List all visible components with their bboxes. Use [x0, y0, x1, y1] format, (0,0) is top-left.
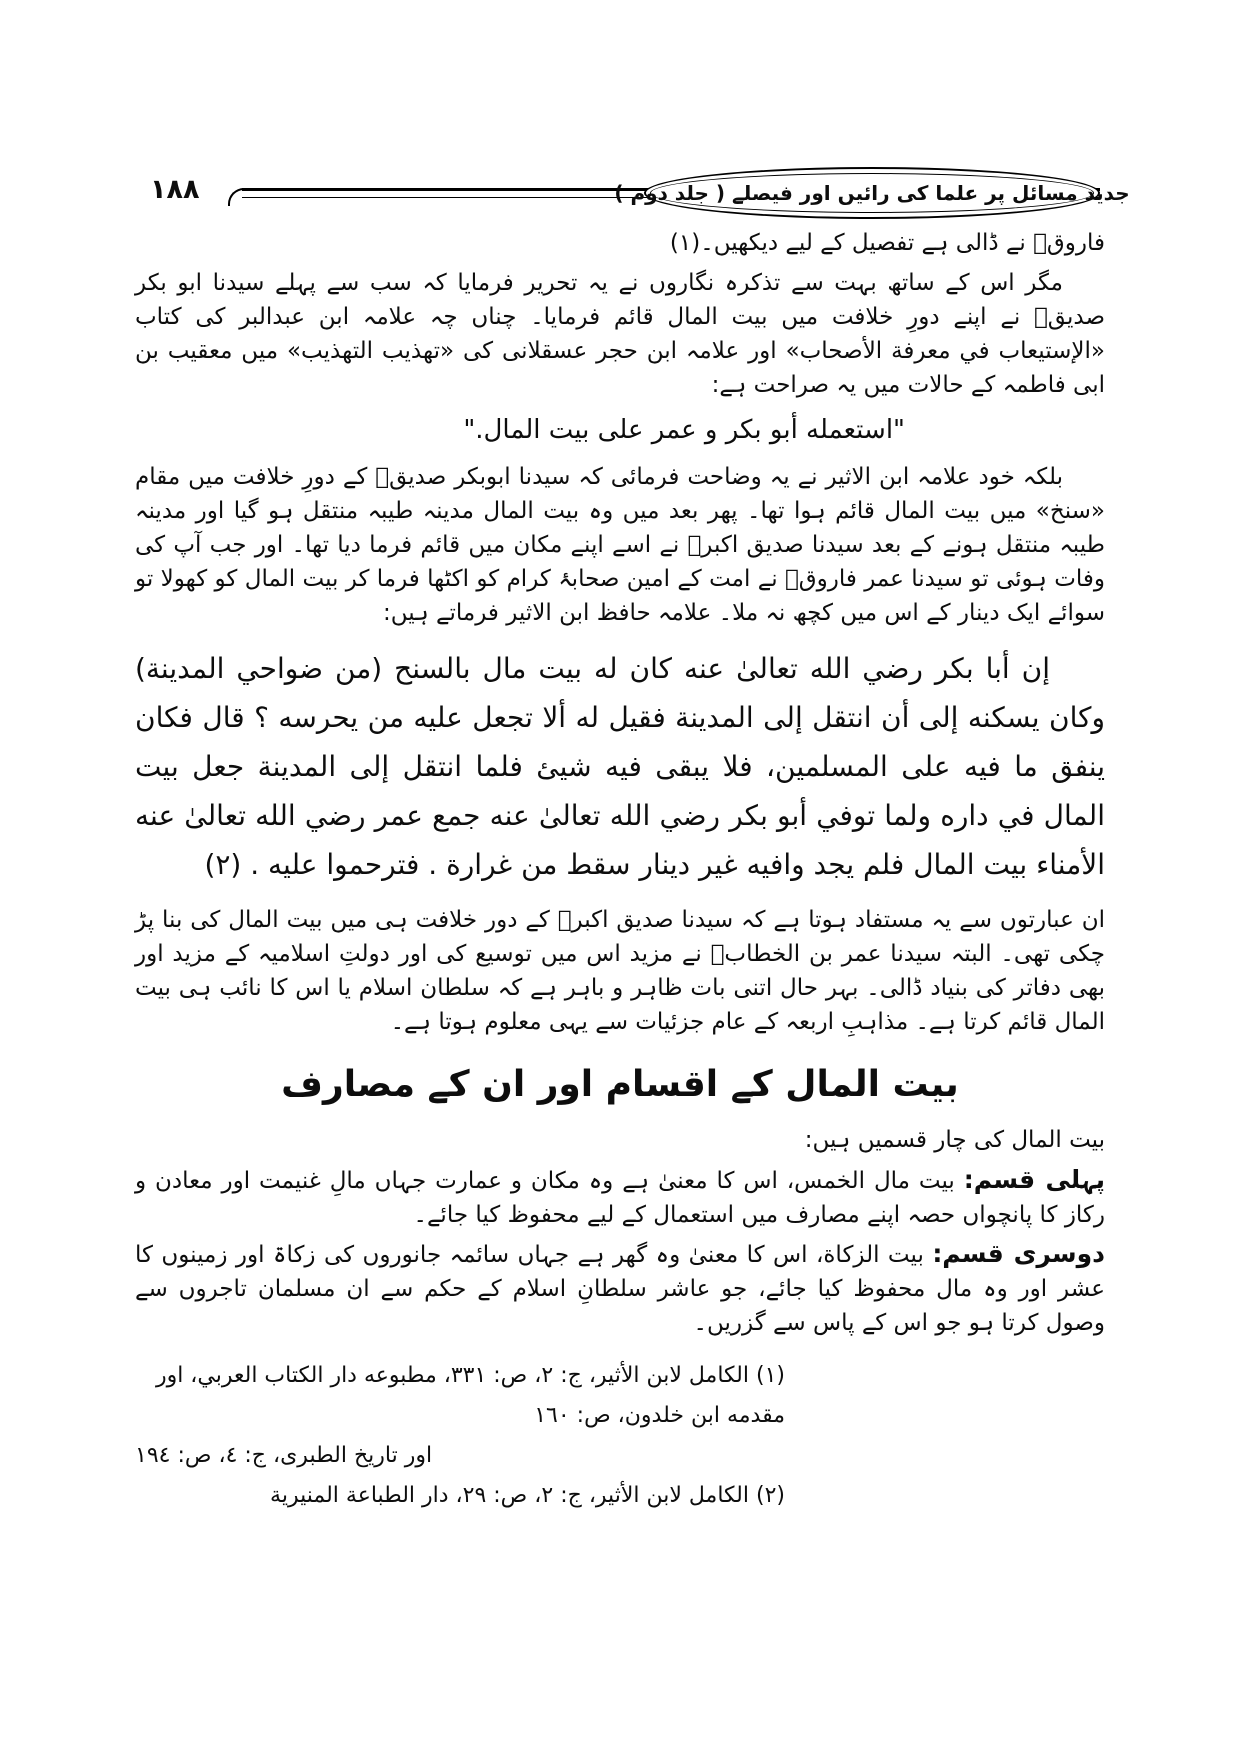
footnote-1: (۱) الكامل لابن الأثير، ج: ٢، ص: ٣٣١، مطبوعه دار الكتاب العربي، اور مقدمه ابن خلدون، ص: ١٦٠ — [155, 1363, 785, 1428]
footnote-2: (۲) الكامل لابن الأثير، ج: ٢، ص: ٢٩، دار الطباعة المنيرية — [270, 1483, 785, 1508]
paragraph: مگر اس کے ساتھ بہت سے تذکرہ نگاروں نے یہ تحریر فرمایا کہ سب سے پہلے سیدنا ابو بکر صدیقؓ نے اپنے دورِ خلافت میں بیت المال قائم فرمایا۔ چناں چہ علامہ ابن عبدالبر کی کتاب «الإستيعاب في معرفة الأصحاب» اور علامہ ابن حجر عسقلانی کی «تهذيب التهذيب» میں معقیب بن ابی فاطمہ کے حالات میں یہ صراحت ہے: — [135, 270, 1105, 398]
arabic-quote: "استعمله أبو بكر و عمر على بيت المال." — [463, 415, 905, 445]
header-title-cartouche — [614, 167, 1130, 219]
arabic-citation-block: إن أبا بكر رضي الله تعالىٰ عنه كان له بيت مال بالسنح (من ضواحي المدينة) وكان يسكنه إلى أن انتقل إلى المدينة فقيل له ألا تجعل عليه من يحرسه ؟ قال فكان ينفق ما فيه على المسلمين، فلا يبقى فيه شيئ فلما انتقل إلى المدينة جعل بيت المال في داره ولما توفي أبو بكر رضي الله تعالىٰ عنه جمع عمر رضي الله تعالىٰ عنه الأمناء بيت المال فلم يجد وافيه غير دينار سقط من غرارة . فترحموا عليه . (۲) — [135, 652, 1105, 881]
intro-line: بیت المال کی چار قسمیں ہیں: — [804, 1127, 1105, 1153]
footnotes — [135, 1356, 785, 1516]
page-body — [135, 226, 1105, 1516]
type-paragraph-first — [135, 1163, 1105, 1232]
type-text-second: بیت الزكاة، اس کا معنیٰ وہ گھر ہے جہاں سائمہ جانوروں کی زکاۃ اور زمینوں کا عشر اور وہ مال محفوظ کیا جائے، جو عاشر سلطانِ اسلام کے حکم سے ان مسلمان تاجروں سے وصول کرتا ہو جو اس کے پاس سے گزریں۔ — [135, 1242, 1105, 1336]
page-number: ١٨٨ — [150, 174, 200, 205]
footnote-1-continuation: اور تاریخ الطبری، ج: ٤، ص: ١٩٤ — [135, 1443, 433, 1468]
type-text-first: بیت مال الخمس، اس کا معنیٰ ہے وہ مکان و عمارت جہاں مالِ غنیمت اور معادن و رکاز کا پانچواں حصہ اپنے مصارف میں استعمال کے لیے محفوظ کیا جائے۔ — [135, 1168, 1105, 1228]
section-heading: بیت المال کے اقسام اور ان کے مصارف — [281, 1064, 959, 1105]
paragraph: بلکہ خود علامہ ابن الاثیر نے یہ وضاحت فرمائی کہ سیدنا ابوبکر صدیقؓ کے دورِ خلافت میں مقام «سنخ» میں بیت المال قائم ہوا تھا۔ پھر بعد میں وہ بیت المال مدینہ طیبہ منتقل ہو گیا اور مدینہ طیبہ منتقل ہونے کے بعد سیدنا صدیق اکبرؓ نے اسے اپنے مکان میں قائم فرما دیا تھا۔ اور جب آپ کی وفات ہوئی تو سیدنا عمر فاروقؓ نے امت کے امین صحابۂ کرام کو اکٹھا فرما کر بیت المال کو کھولا تو سوائے ایک دینار کے اس میں کچھ نہ ملا۔ علامہ حافظ ابن الاثیر فرماتے ہیں: — [135, 464, 1105, 626]
type-paragraph-second — [135, 1237, 1105, 1340]
header-title-cartouche-inner — [614, 173, 1130, 213]
book-title: جدید مسائل پر علما کی رائیں اور فیصلے ( جلد دوم ) — [614, 181, 1130, 205]
page-header — [0, 168, 1240, 228]
paragraph: ان عبارتوں سے یہ مستفاد ہوتا ہے کہ سیدنا صدیق اکبرؓ کے دور خلافت ہی میں بیت المال کی بنا پڑ چکی تھی۔ البتہ سیدنا عمر بن الخطابؓ نے مزید اس میں توسیع کی اور دولتِ اسلامیہ کے مزید اور بھی دفاتر کی بنیاد ڈالی۔ بہر حال اتنی بات ظاہر و باہر ہے کہ سلطان اسلام یا اس کا نائب ہی بیت المال قائم کرتا ہے۔ مذاہبِ اربعہ کے عام جزئیات سے یہی معلوم ہوتا ہے۔ — [135, 907, 1105, 1035]
paragraph-continuation: فاروقؓ نے ڈالی ہے تفصیل کے لیے دیکھیں۔(۱) — [669, 230, 1105, 256]
type-label-second: دوسری قسم: — [932, 1239, 1105, 1268]
type-label-first: پہلی قسم: — [963, 1165, 1106, 1194]
